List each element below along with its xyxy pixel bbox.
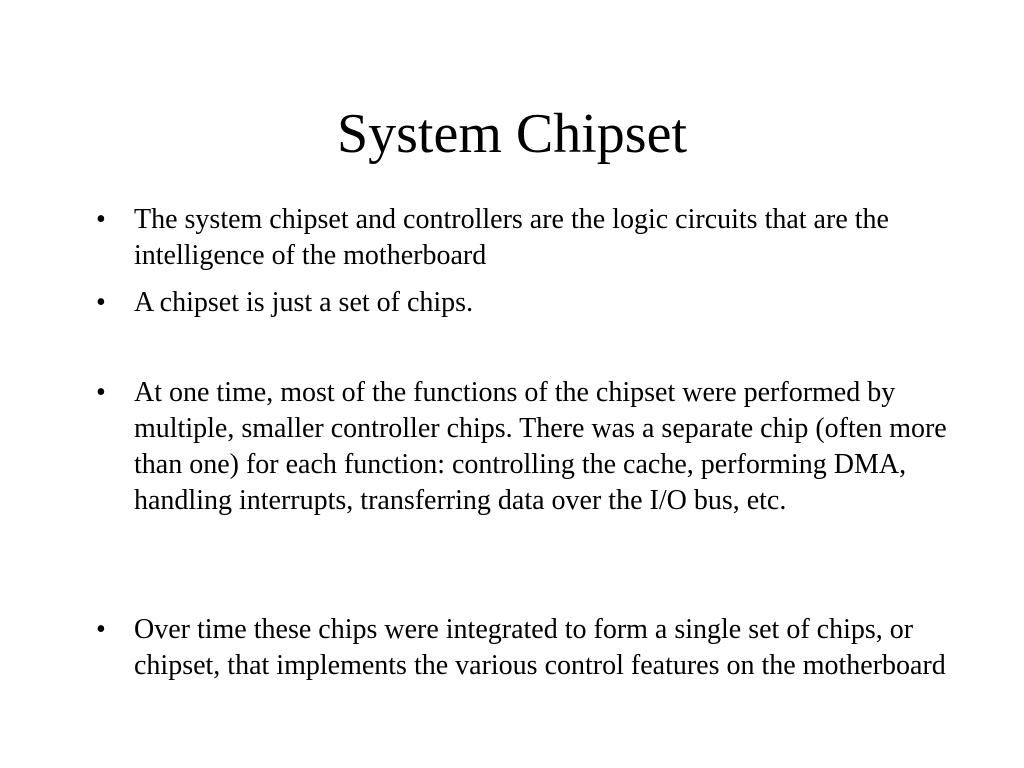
slide-title: System Chipset: [336, 103, 688, 165]
bullet-item: [96, 202, 976, 274]
bullet-icon: •: [96, 287, 106, 318]
bullet-text: A chipset is just a set of chips.: [134, 287, 474, 318]
bullet-icon: •: [96, 204, 106, 235]
bullet-text: At one time, most of the functions of the chipset were performed by multiple, smaller controller chips. There was a separate chip (often more than one) for each function: controlling the cache, performing DMA, handling interrupts, transferring data over the I/O bus, etc.: [134, 377, 947, 516]
bullet-icon: •: [96, 614, 106, 645]
bullet-item: [96, 285, 976, 321]
bullet-item: [96, 375, 976, 519]
bullet-text: The system chipset and controllers are the logic circuits that are the intelligence of the motherboard: [134, 204, 889, 271]
bullet-item: [96, 612, 976, 684]
bullet-text: Over time these chips were integrated to form a single set of chips, or chipset, that implements the various control features on the motherboard: [134, 614, 946, 681]
bullet-icon: •: [96, 377, 106, 408]
